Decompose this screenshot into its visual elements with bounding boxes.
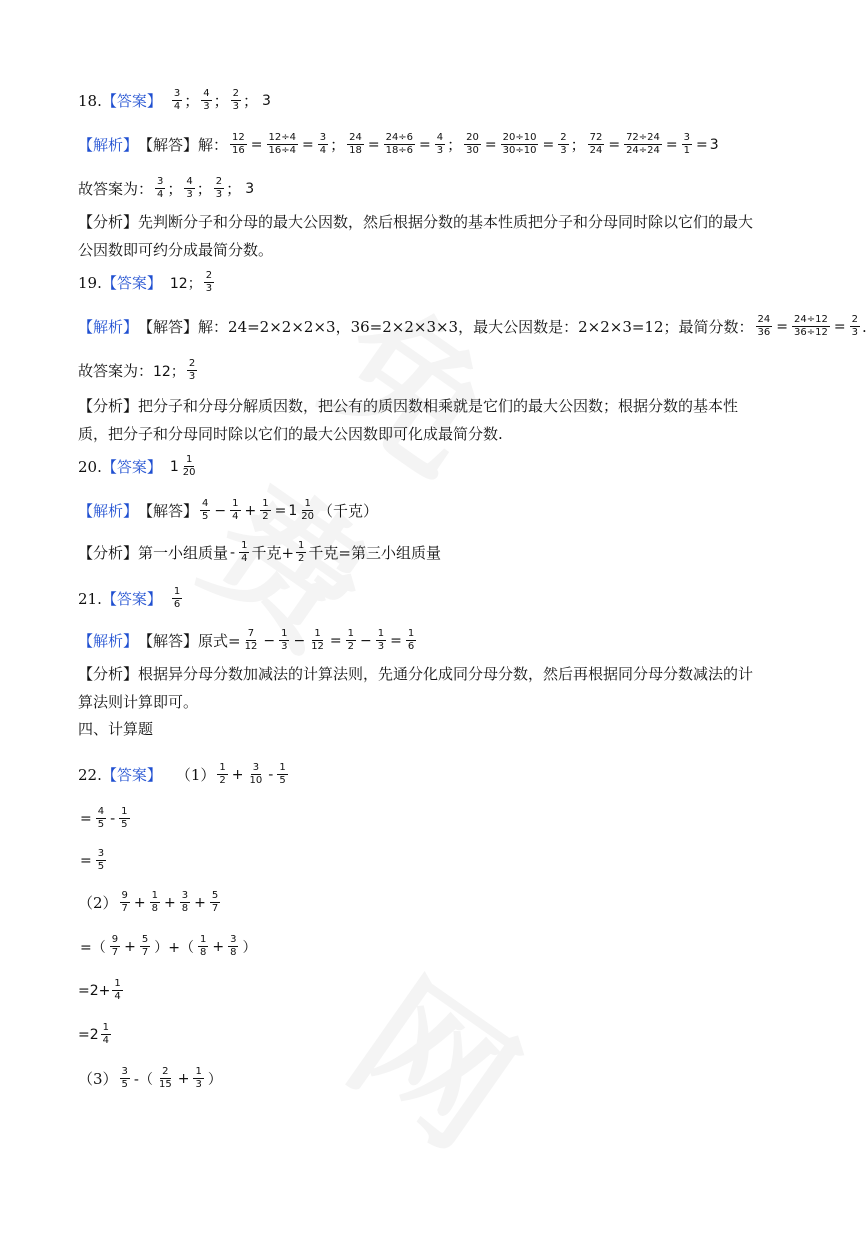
q20-fenxi-line: 【分析】 第一小组质量 - 1 4 千克+ $\frac{1}{2}$ 千克=第三小组质量 <box>78 540 441 564</box>
q22-step: =2+ $\frac{1}{4}$ <box>78 978 121 1002</box>
q19-answer-line: 19. 【答案】 12； 2 3 <box>78 270 213 294</box>
q20-answer-line: 20. 【答案】 1 1 20 <box>78 454 196 478</box>
q18-answer-line: 18. 【答案】 3 4 ； 4 3 ； 2 3 ； 3 <box>78 88 271 112</box>
answer-tag: 【答案】 <box>101 92 162 110</box>
watermark-bottom <box>326 924 654 1237</box>
q21-solution-line: 【解析】 【解答】 原式= $\frac{7}{12}$ − $\frac{1}{3}$ − $\frac{1}{12}$ = $\frac{1}{2}$ − $\frac{1}{3}$ = $\frac{1}{6}$ <box>78 628 415 652</box>
q19-therefore-line: 故答案为： 12； 2 3 <box>78 358 196 382</box>
q22-step: =2 1 4 <box>78 1022 110 1046</box>
q22-answer-line: 22. 【答案】 （1） 1 2 + $\frac{3}{10}$ - 1 5 <box>78 762 286 786</box>
q22-part2: （2） 9 7 + $\frac{1}{8}$ + $\frac{3}{8}$ + $\frac{5}{7}$ <box>78 890 219 914</box>
fraction: 3 4 <box>173 88 181 112</box>
q22-step: = $\frac{3}{5}$ <box>80 848 105 872</box>
q20-solution-line: 【解析】 【解答】 4 5 − $\frac{1}{4}$ + $\frac{1}{2}$ = 1 1 20 （千克） <box>78 498 379 522</box>
q22-part3: （3） 3 5 -（ 2 15 + $\frac{1}{3}$ ） <box>78 1066 222 1090</box>
q18-solution-line: 【解析】 【解答】 解： $\frac{12}{16}$ = $\frac{12\div 4}{16\div 4}$ = $\frac{3}{4}$ ； $\frac{24}{18}$ = $\frac{24\div 6}{18\div 6}$ = $\frac{4}{3}$ ； $\frac{20}{30}$ = $\frac{20\div 10}{30\div 10}$ = $\frac{2}{3}$ ； $\frac{72}{24}$ = $\frac{72\div 24}{24\div 24}$ = $\frac{3}{1}$ = 3 <box>78 132 719 156</box>
q19-solution-line: 【解析】 【解答】 解：24=2×2×2×3，36=2×2×3×3，最大公因数是：2×2×3=12；最简分数： $\frac{24}{36}$ = $\frac{24\div 12}{36\div 12}$ = $\frac{2}{3}$ . <box>78 314 867 338</box>
fraction: 2 3 <box>232 88 240 112</box>
section-heading: 四、计算题 <box>78 720 154 738</box>
q18-fenxi: 【分析】先判断分子和分母的最大公因数，然后根据分数的基本性质把分子和分母同时除以它们的最大公因数即可约分成最简分数。 <box>78 213 754 259</box>
q19-fenxi: 【分析】把分子和分母分解质因数，把公有的质因数相乘就是它们的最大公因数；根据分数的基本性质，把分子和分母同时除以它们的最大公因数即可化成最简分数. <box>78 397 739 443</box>
q22-step: = $\frac{4}{5}$ - 1 5 <box>80 806 128 830</box>
q21-answer-line: 21. 【答案】 1 6 <box>78 586 181 610</box>
fraction: 4 3 <box>203 88 210 112</box>
q21-fenxi: 【分析】根据异分母分数加减法的计算法则，先通分化成同分母分数，然后再根据同分母分数减法的计算法则计算即可。 <box>78 665 754 711</box>
q18-therefore-line: 故答案为： 3 4 ； 4 3 ； 2 3 ； 3 <box>78 176 255 200</box>
q22-step: =（ 9 7 + $\frac{5}{7}$ ）+（ 1 8 + $\frac{3}{8}$ ） <box>80 934 257 958</box>
